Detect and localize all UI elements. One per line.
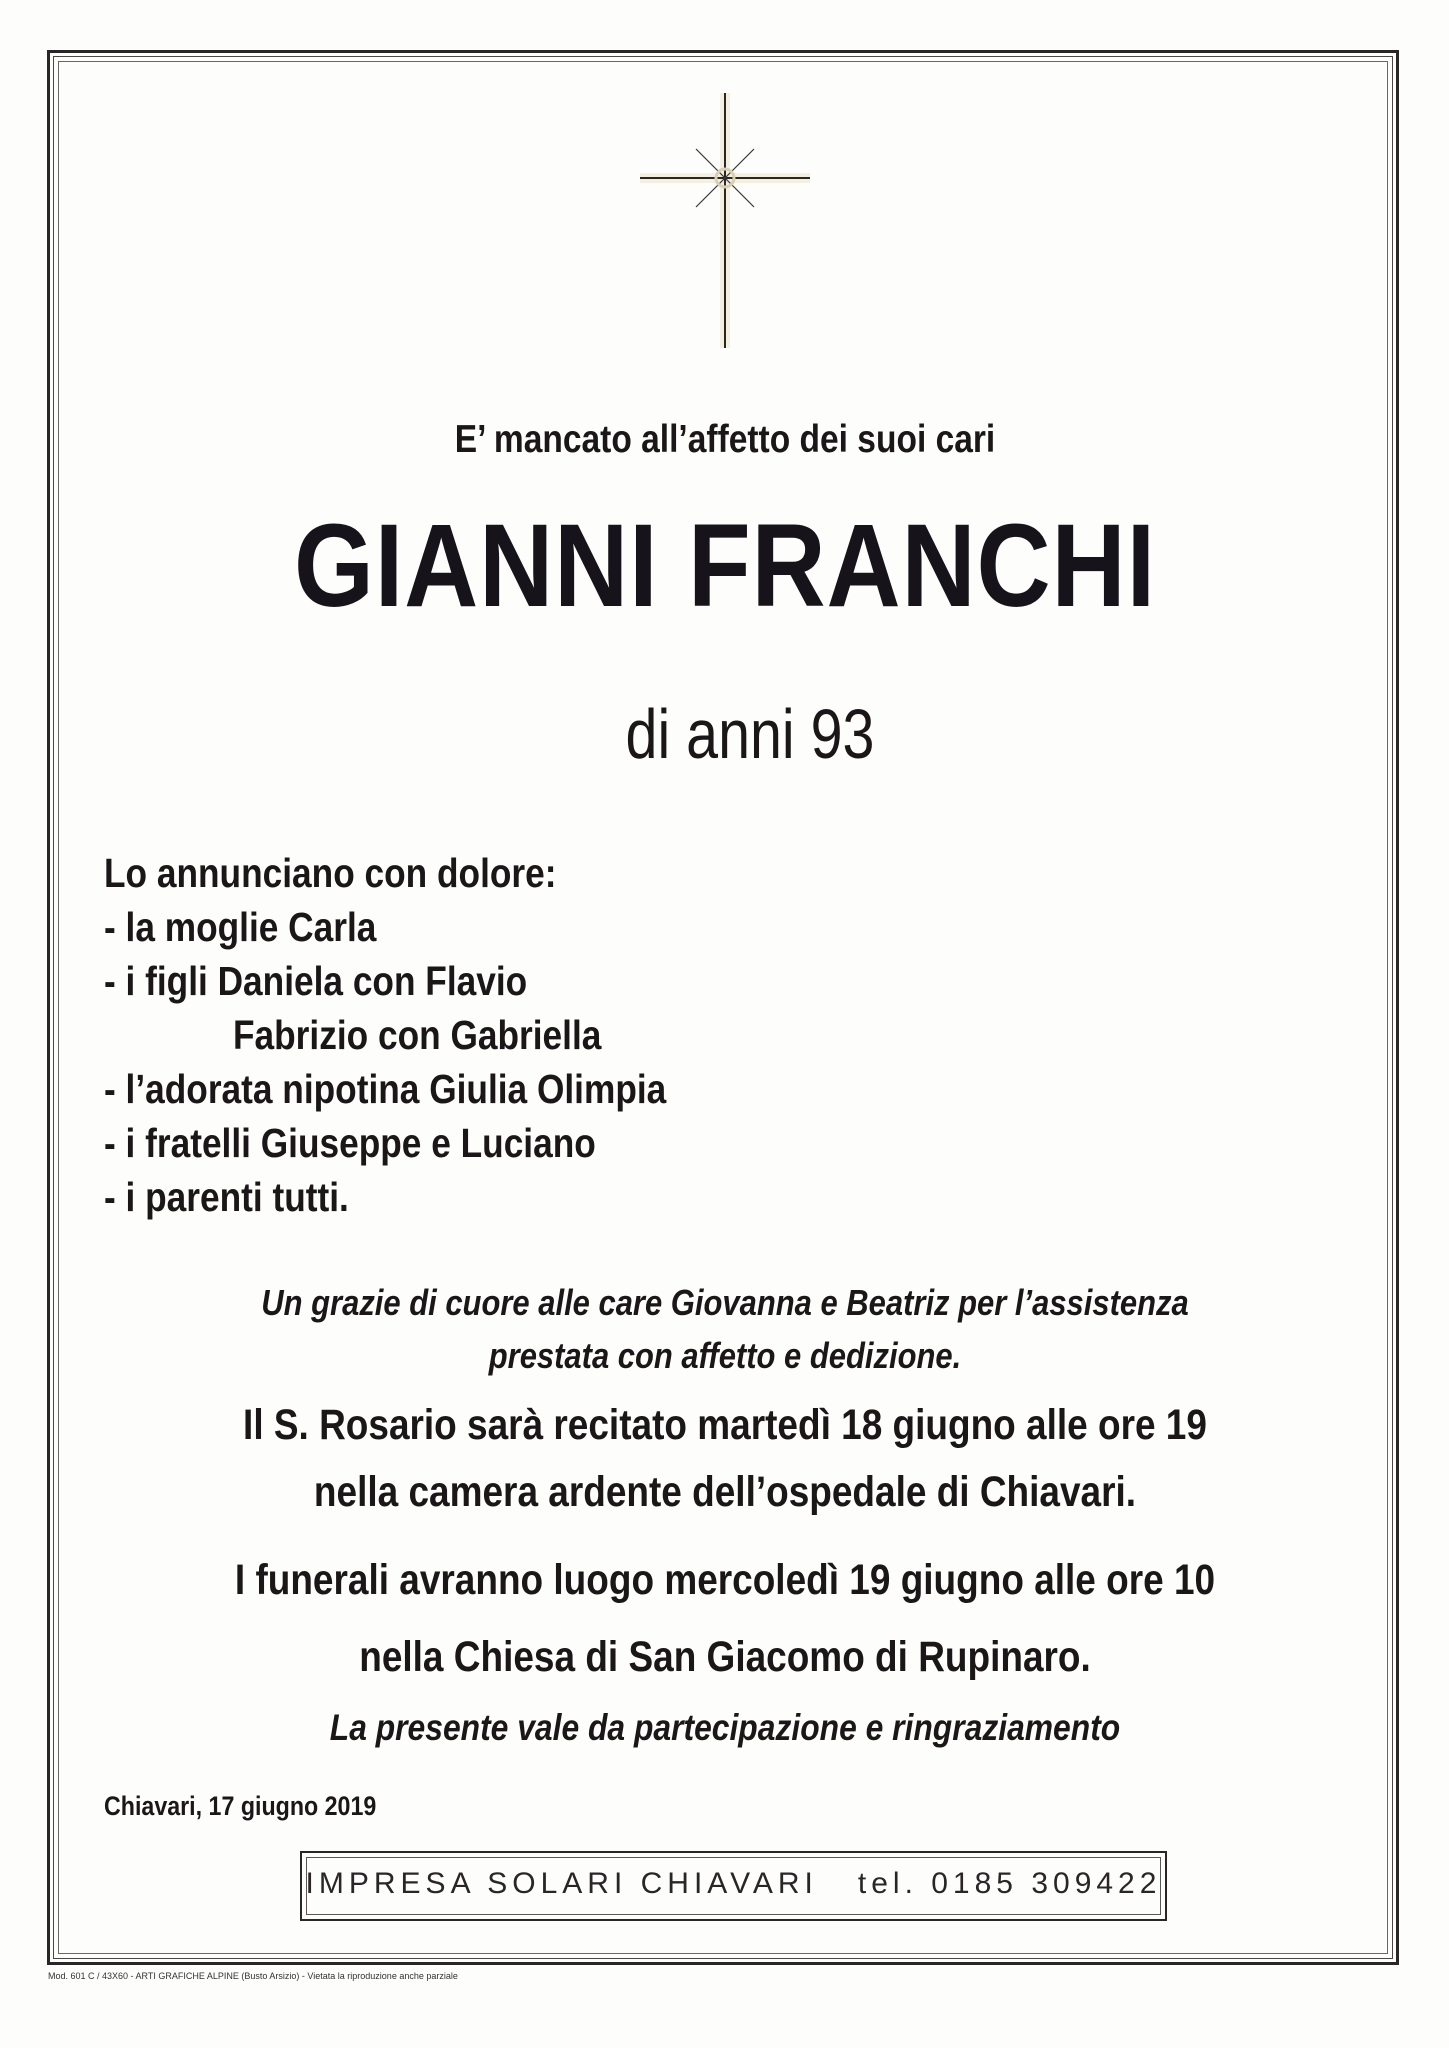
thanks-line-1: Un grazie di cuore alle care Giovanna e Beatriz per l’assistenza: [261, 1282, 1189, 1323]
place-date: Chiavari, 17 giugno 2019: [104, 1791, 377, 1821]
mourner-line: - l’adorata nipotina Giulia Olimpia: [104, 1066, 667, 1112]
company-name: IMPRESA SOLARI CHIAVARI: [305, 1867, 818, 1900]
funeral-line-1: I funerali avranno luogo mercoledì 19 giugno alle ore 10: [234, 1556, 1216, 1604]
thanks-note: [153, 1276, 1297, 1382]
rosary-info: [153, 1392, 1297, 1526]
mourner-line: Fabrizio con Gabriella: [233, 1012, 602, 1058]
mourner-line: - la moglie Carla: [104, 904, 377, 950]
mourners-heading: Lo annunciano con dolore:: [104, 850, 557, 896]
funeral-info: [153, 1542, 1297, 1696]
mourner-line: - i figli Daniela con Flavio: [104, 958, 528, 1004]
deceased-age: di anni 93: [625, 695, 875, 773]
company-phone: tel. 0185 309422: [857, 1867, 1162, 1900]
company-box: [300, 1851, 1167, 1921]
deceased-name: GIANNI FRANCHI: [294, 500, 1156, 632]
closing-note: La presente vale da partecipazione e ringraziamento: [329, 1707, 1121, 1748]
mourner-line: - i parenti tutti.: [104, 1174, 349, 1220]
radiant-cross-icon: [640, 93, 810, 348]
company-text: [302, 1867, 1165, 1901]
print-footer: Mod. 601 C / 43X60 - ARTI GRAFICHE ALPINE (Busto Arsizio) - Vietata la riproduzione anche parziale: [48, 1971, 458, 1981]
thanks-line-2: prestata con affetto e dedizione.: [488, 1335, 962, 1376]
funeral-line-2: nella Chiesa di San Giacomo di Rupinaro.: [359, 1633, 1091, 1681]
mourners-list: [104, 846, 666, 1224]
intro-text: E’ mancato all’affetto dei suoi cari: [454, 418, 996, 461]
rosary-line-2: nella camera ardente dell’ospedale di Chiavari.: [313, 1468, 1137, 1516]
mourner-line: - i fratelli Giuseppe e Luciano: [104, 1120, 596, 1166]
rosary-line-1: Il S. Rosario sarà recitato martedì 18 giugno alle ore 19: [243, 1401, 1207, 1449]
